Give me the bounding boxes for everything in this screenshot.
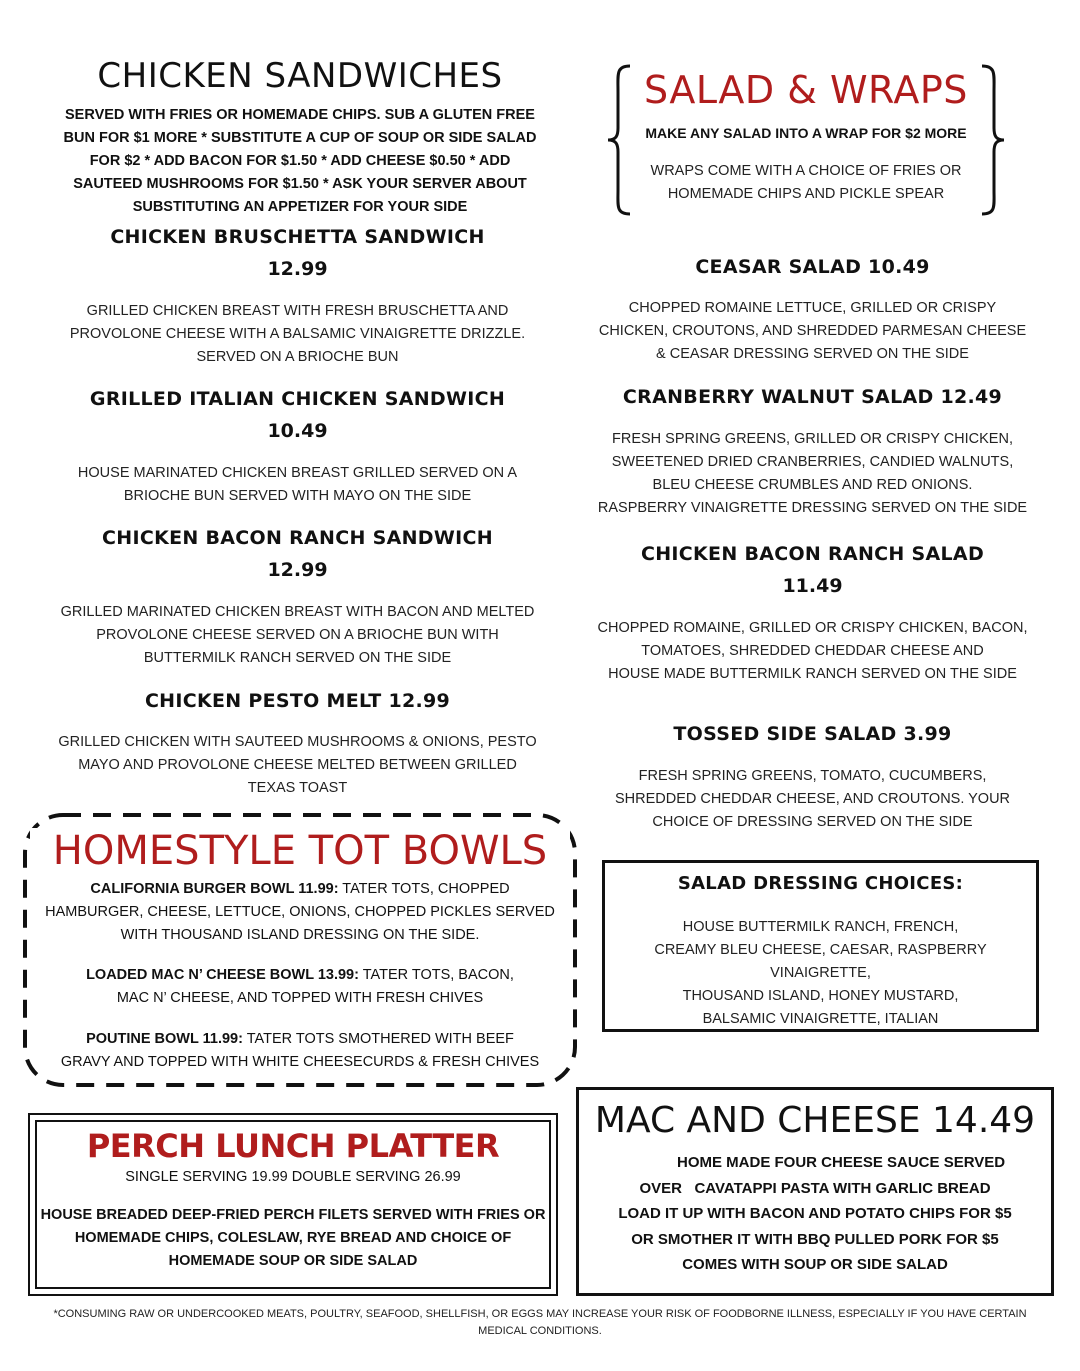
tot-bowl-line bbox=[32, 1028, 568, 1051]
tot-bowl-name: POUTINE BOWL 11.99: bbox=[86, 1031, 243, 1047]
tot-bowl-line bbox=[32, 878, 568, 901]
menu-item-name: CHICKEN BACON RANCH SANDWICH bbox=[102, 527, 493, 549]
description-line: & CEASAR DRESSING SERVED ON THE SIDE bbox=[656, 346, 969, 362]
tot-bowl-desc: WITH THOUSAND ISLAND DRESSING ON THE SIDE. bbox=[120, 927, 480, 943]
menu-item-price: 12.99 bbox=[267, 559, 328, 581]
menu-item-description bbox=[580, 617, 1045, 686]
tot-bowl-name: CALIFORNIA BURGER BOWL 11.99: bbox=[90, 881, 339, 897]
description-line: TEXAS TOAST bbox=[247, 780, 348, 796]
description-line: CHOICE OF DRESSING SERVED ON THE SIDE bbox=[652, 814, 973, 830]
dressing-line: CREAMY BLEU CHEESE, CAESAR, RASPBERRY VINAIGRETTE, bbox=[654, 942, 987, 981]
description-line: FRESH SPRING GREENS, TOMATO, CUCUMBERS, bbox=[638, 768, 987, 784]
description-line: GRILLED MARINATED CHICKEN BREAST WITH BACON AND MELTED bbox=[60, 604, 535, 620]
menu-item-description bbox=[580, 428, 1045, 520]
menu-item-name: CEASAR SALAD 10.49 bbox=[695, 256, 930, 278]
tot-bowls-box bbox=[22, 812, 578, 1088]
menu-item-description bbox=[20, 462, 575, 508]
tot-bowl-item bbox=[32, 964, 568, 1010]
description-line: GRILLED CHICKEN WITH SAUTEED MUSHROOMS & ONIONS, PESTO bbox=[58, 734, 537, 750]
mac-cheese-box bbox=[576, 1087, 1054, 1296]
tot-bowls-title: HOMESTYLE TOT BOWLS bbox=[30, 828, 570, 874]
chicken-sandwiches-subtitle bbox=[30, 104, 570, 219]
tot-bowl-desc: TATER TOTS, BACON, bbox=[358, 967, 514, 983]
disclaimer bbox=[10, 1306, 1070, 1340]
description-line: SERVED ON A BRIOCHE BUN bbox=[196, 349, 399, 365]
tot-bowl-desc: TATER TOTS SMOTHERED WITH BEEF bbox=[242, 1031, 514, 1047]
tot-bowl-desc: TATER TOTS, CHOPPED bbox=[338, 881, 510, 897]
description-line: SHREDDED CHEDDAR CHEESE, AND CROUTONS. YOUR bbox=[614, 791, 1011, 807]
tot-bowl-item bbox=[32, 878, 568, 947]
tot-bowl-item bbox=[32, 1028, 568, 1074]
menu-item-description bbox=[580, 297, 1045, 366]
tot-bowl-name: LOADED MAC N’ CHEESE BOWL 13.99: bbox=[86, 967, 359, 983]
mac-line: OVER CAVATAPPI PASTA WITH GARLIC BREAD bbox=[639, 1179, 991, 1197]
tot-bowl-desc: MAC N’ CHEESE, AND TOPPED WITH FRESH CHIVES bbox=[116, 990, 484, 1006]
salad-wraps-title: SALAD & WRAPS bbox=[644, 68, 968, 112]
description-line: RASPBERRY VINAIGRETTE DRESSING SERVED ON THE SIDE bbox=[597, 500, 1028, 516]
description-line: CHOPPED ROMAINE LETTUCE, GRILLED OR CRISPY bbox=[628, 300, 997, 316]
tot-bowl-desc: HAMBURGER, CHEESE, LETTUCE, ONIONS, CHOPPED PICKLES SERVED bbox=[45, 904, 555, 920]
description-line: FRESH SPRING GREENS, GRILLED OR CRISPY CHICKEN, bbox=[612, 431, 1013, 447]
note-line: HOMEMADE CHIPS AND PICKLE SPEAR bbox=[667, 186, 945, 202]
menu-item-name: GRILLED ITALIAN CHICKEN SANDWICH bbox=[89, 388, 506, 410]
mac-cheese-title: MAC AND CHEESE 14.49 bbox=[594, 1100, 1036, 1141]
subtitle-line: FOR $2 * ADD BACON FOR $1.50 * ADD CHEESE $0.50 * ADD bbox=[89, 153, 511, 169]
mac-line: OR SMOTHER IT WITH BBQ PULLED PORK FOR $5 bbox=[631, 1230, 999, 1248]
dressing-choices-title: SALAD DRESSING CHOICES: bbox=[677, 873, 964, 894]
tot-bowl-desc: GRAVY AND TOPPED WITH WHITE CHEESECURDS & FRESH CHIVES bbox=[60, 1054, 540, 1070]
description-line: PROVOLONE CHEESE SERVED ON A BRIOCHE BUN WITH bbox=[96, 627, 499, 643]
description-line: GRILLED CHICKEN BREAST WITH FRESH BRUSCHETTA AND bbox=[86, 303, 509, 319]
description-line: BUTTERMILK RANCH SERVED ON THE SIDE bbox=[143, 650, 452, 666]
description-line: TOMATOES, SHREDDED CHEDDAR CHEESE AND bbox=[641, 643, 984, 659]
wrap-sides-note bbox=[626, 160, 986, 206]
description-line: CHOPPED ROMAINE, GRILLED OR CRISPY CHICKEN, BACON, bbox=[597, 620, 1028, 636]
description-line: PROVOLONE CHEESE WITH A BALSAMIC VINAIGRETTE DRIZZLE. bbox=[69, 326, 526, 342]
mac-line: COMES WITH SOUP OR SIDE SALAD bbox=[682, 1256, 948, 1273]
dressing-line: BALSAMIC VINAIGRETTE, ITALIAN bbox=[702, 1011, 939, 1027]
menu-item-name: CHICKEN PESTO MELT 12.99 bbox=[144, 690, 451, 712]
menu-item-description bbox=[580, 765, 1045, 834]
description-line: BLEU CHEESE CRUMBLES AND RED ONIONS. bbox=[652, 477, 973, 493]
menu-item-name: CHICKEN BRUSCHETTA SANDWICH bbox=[110, 226, 485, 248]
perch-servings: SINGLE SERVING 19.99 DOUBLE SERVING 26.99 bbox=[125, 1169, 461, 1185]
dressing-line: HOUSE BUTTERMILK RANCH, FRENCH, bbox=[682, 919, 959, 935]
mac-line: HOME MADE FOUR CHEESE SAUCE SERVED bbox=[677, 1154, 1006, 1171]
salad-wraps-header bbox=[606, 62, 1006, 218]
description-line: CHICKEN, CROUTONS, AND SHREDDED PARMESAN CHEESE bbox=[598, 323, 1027, 339]
description-line: SWEETENED DRIED CRANBERRIES, CANDIED WALNUTS, bbox=[611, 454, 1014, 470]
menu-item-description bbox=[20, 731, 575, 800]
dressing-choices-box bbox=[602, 860, 1039, 1032]
menu-item-name: TOSSED SIDE SALAD 3.99 bbox=[673, 723, 952, 745]
menu-item-price: 11.49 bbox=[782, 575, 843, 597]
subtitle-line: SAUTEED MUSHROOMS FOR $1.50 * ASK YOUR SERVER ABOUT bbox=[73, 176, 527, 192]
menu-item-name: CRANBERRY WALNUT SALAD 12.49 bbox=[622, 386, 1003, 408]
subtitle-line: BUN FOR $1 MORE * SUBSTITUTE A CUP OF SOUP OR SIDE SALAD bbox=[63, 130, 537, 146]
subtitle-line: SERVED WITH FRIES OR HOMEMADE CHIPS. SUB A GLUTEN FREE bbox=[65, 107, 535, 123]
description-line: HOMEMADE SOUP OR SIDE SALAD bbox=[168, 1253, 418, 1269]
dressing-line: THOUSAND ISLAND, HONEY MUSTARD, bbox=[682, 988, 959, 1004]
mac-line: LOAD IT UP WITH BACON AND POTATO CHIPS FOR $5 bbox=[618, 1205, 1012, 1222]
description-line: HOUSE MARINATED CHICKEN BREAST GRILLED SERVED ON A bbox=[77, 465, 518, 481]
menu-item-description bbox=[20, 601, 575, 670]
description-line: BRIOCHE BUN SERVED WITH MAYO ON THE SIDE bbox=[123, 488, 472, 504]
description-line: MAYO AND PROVOLONE CHEESE MELTED BETWEEN GRILLED bbox=[78, 757, 517, 773]
menu-item-price: 10.49 bbox=[267, 420, 328, 442]
dressing-list bbox=[605, 916, 1036, 1031]
disclaimer-line: MEDICAL CONDITIONS. bbox=[478, 1325, 602, 1337]
subtitle-line: SUBSTITUTING AN APPETIZER FOR YOUR SIDE bbox=[132, 199, 468, 215]
menu-item-price: 12.99 bbox=[267, 258, 328, 280]
description-line: HOUSE MADE BUTTERMILK RANCH SERVED ON THE SIDE bbox=[608, 666, 1017, 682]
note-line: WRAPS COME WITH A CHOICE OF FRIES OR bbox=[650, 163, 962, 179]
chicken-sandwiches-title: CHICKEN SANDWICHES bbox=[97, 56, 503, 96]
description-line: HOMEMADE CHIPS, COLESLAW, RYE BREAD AND CHOICE OF bbox=[74, 1230, 512, 1246]
disclaimer-line: *CONSUMING RAW OR UNDERCOOKED MEATS, POULTRY, SEAFOOD, SHELLFISH, OR EGGS MAY INCREASE YOUR RISK OF FOODBORNE ILLNESS, ESPECIALLY IF YOU HAVE CERTAIN bbox=[53, 1308, 1027, 1320]
perch-platter-box bbox=[28, 1113, 558, 1296]
perch-title: PERCH LUNCH PLATTER bbox=[86, 1127, 500, 1165]
description-line: HOUSE BREADED DEEP-FRIED PERCH FILETS SERVED WITH FRIES OR bbox=[40, 1207, 546, 1223]
tot-bowl-line bbox=[32, 964, 568, 987]
menu-item-name: CHICKEN BACON RANCH SALAD bbox=[640, 543, 985, 565]
menu-item-description bbox=[20, 300, 575, 369]
perch-description bbox=[30, 1204, 556, 1273]
salad-wrap-note: MAKE ANY SALAD INTO A WRAP FOR $2 MORE bbox=[645, 125, 967, 141]
